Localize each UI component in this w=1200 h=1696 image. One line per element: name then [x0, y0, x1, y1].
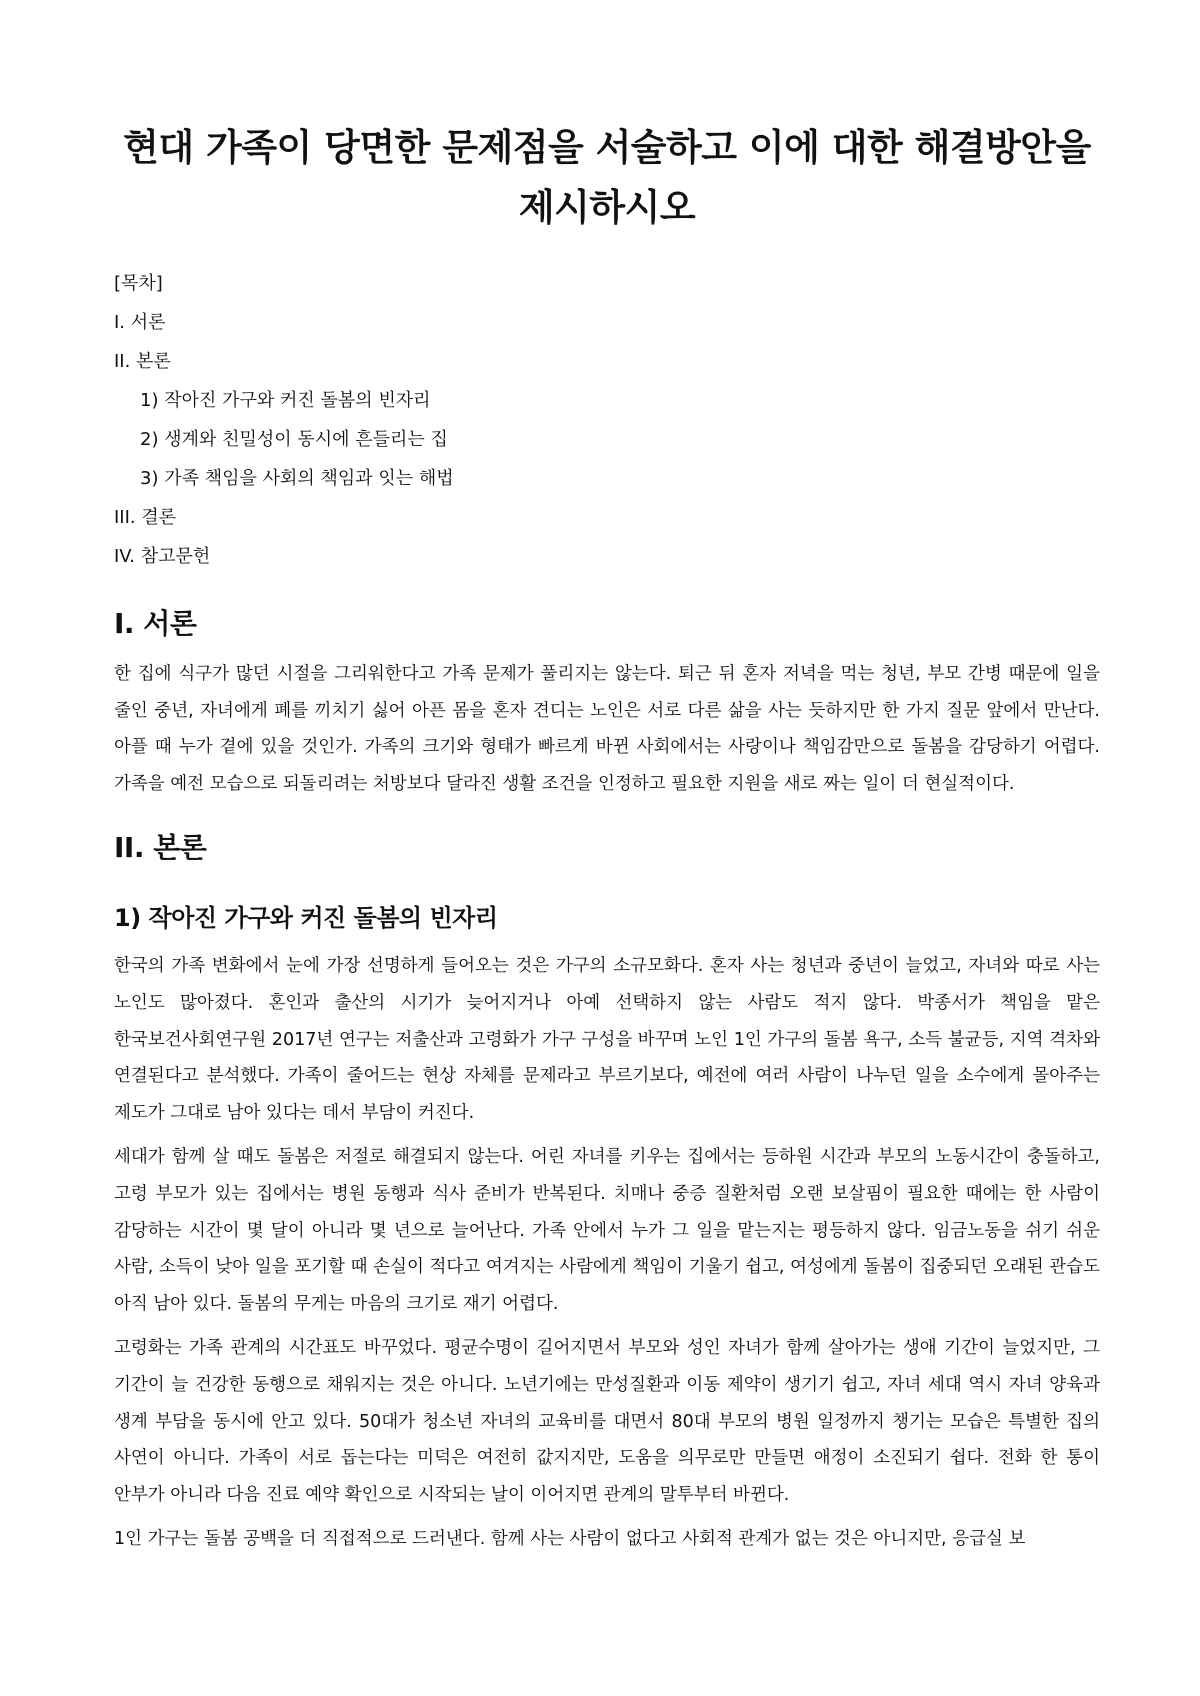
toc-item: IV. 참고문헌: [114, 546, 211, 567]
body-paragraph: 세대가 함께 살 때도 돌봄은 저절로 해결되지 않는다. 어린 자녀를 키우는 집에서는 등하원 시간과 부모의 노동시간이 충돌하고, 고령 부모가 있는 집에서는 병원 동행과 식사 준비가 반복된다. 치매나 중증 질환처럼 오랜 보살핌이 필요한 때에는 한 사람이 감당하는 시간이 몇 달이 아니라 몇 년으로 늘어난다. 가족 안에서 누가 그 일을 맡는지는 평등하지 않다. 임금노동을 쉬기 쉬운 사람, 소득이 낮아 일을 포기할 때 손실이 적다고 여겨지는 사람에게 책임이 기울기 쉽고, 여성에게 돌봄이 집중되던 오래된 관습도 아직 남아 있다. 돌봄의 무게는 마음의 크기로 재기 어렵다.: [114, 1147, 1100, 1314]
subsection-1-heading: 1) 작아진 가구와 커진 돌봄의 빈자리: [114, 904, 498, 933]
intro-paragraph: 한 집에 식구가 많던 시절을 그리워한다고 가족 문제가 풀리지는 않는다. 퇴근 뒤 혼자 저녁을 먹는 청년, 부모 간병 때문에 일을 줄인 중년, 자녀에게 폐를 끼치기 싫어 아픈 몸을 혼자 견디는 노인은 서로 다른 삶을 사는 듯하지만 한 가지 질문 앞에서 만난다. 아플 때 누가 곁에 있을 것인가. 가족의 크기와 형태가 빠르게 바뀐 사회에서는 사랑이나 책임감만으로 돌봄을 감당하기 어렵다. 가족을 예전 모습으로 되돌리려는 처방보다 달라진 생활 조건을 인정하고 필요한 지원을 새로 짜는 일이 더 현실적이다.: [114, 664, 1100, 794]
toc-subitem: 1) 작아진 가구와 커진 돌봄의 빈자리: [140, 390, 431, 411]
body-heading: II. 본론: [114, 831, 207, 865]
toc-subitem: 3) 가족 책임을 사회의 책임과 잇는 해법: [140, 468, 454, 489]
toc-item: II. 본론: [114, 351, 171, 372]
toc-item: I. 서론: [114, 312, 166, 333]
body-paragraph: 고령화는 가족 관계의 시간표도 바꾸었다. 평균수명이 길어지면서 부모와 성인 자녀가 함께 살아가는 생애 기간이 늘었지만, 그 기간이 늘 건강한 동행으로 채워지는 것은 아니다. 노년기에는 만성질환과 이동 제약이 생기기 쉽고, 자녀 세대 역시 자녀 양육과 생계 부담을 동시에 안고 있다. 50대가 청소년 자녀의 교육비를 대면서 80대 부모의 병원 일정까지 챙기는 모습은 특별한 집의 사연이 아니다. 가족이 서로 돕는다는 미덕은 여전히 값지지만, 도움을 의무로만 만들면 애정이 소진되기 쉽다. 전화 한 통이 안부가 아니라 다음 진료 예약 확인으로 시작되는 날이 이어지면 관계의 말투부터 바뀐다.: [114, 1338, 1100, 1505]
toc-heading: [목차]: [114, 273, 163, 294]
document-title: 현대 가족이 당면한 문제점을 서술하고 이에 대한 해결방안을 제시하시오: [123, 126, 1091, 229]
intro-heading: I. 서론: [114, 607, 197, 640]
toc-subitem: 2) 생계와 친밀성이 동시에 흔들리는 집: [140, 429, 448, 450]
document-page: [114, 0, 1100, 1558]
toc-item: III. 결론: [114, 507, 177, 528]
body-paragraph: 한국의 가족 변화에서 눈에 가장 선명하게 들어오는 것은 가구의 소규모화다. 혼자 사는 청년과 중년이 늘었고, 자녀와 따로 사는 노인도 많아졌다. 혼인과 출산의 시기가 늦어지거나 아예 선택하지 않는 사람도 적지 않다. 박종서가 책임을 맡은 한국보건사회연구원 2017년 연구는 저출산과 고령화가 가구 구성을 바꾸며 노인 1인 가구의 돌봄 욕구, 소득 불균등, 지역 격차와 연결된다고 분석했다. 가족이 줄어드는 현상 자체를 문제라고 부르기보다, 예전에 여러 사람이 나누던 일을 소수에게 몰아주는 제도가 그대로 남아 있다는 데서 부담이 커진다.: [114, 956, 1100, 1123]
table-of-contents: [114, 264, 1100, 576]
body-paragraph: 1인 가구는 돌봄 공백을 더 직접적으로 드러낸다. 함께 사는 사람이 없다고 사회적 관계가 없는 것은 아니지만, 응급실 보: [114, 1529, 1026, 1550]
